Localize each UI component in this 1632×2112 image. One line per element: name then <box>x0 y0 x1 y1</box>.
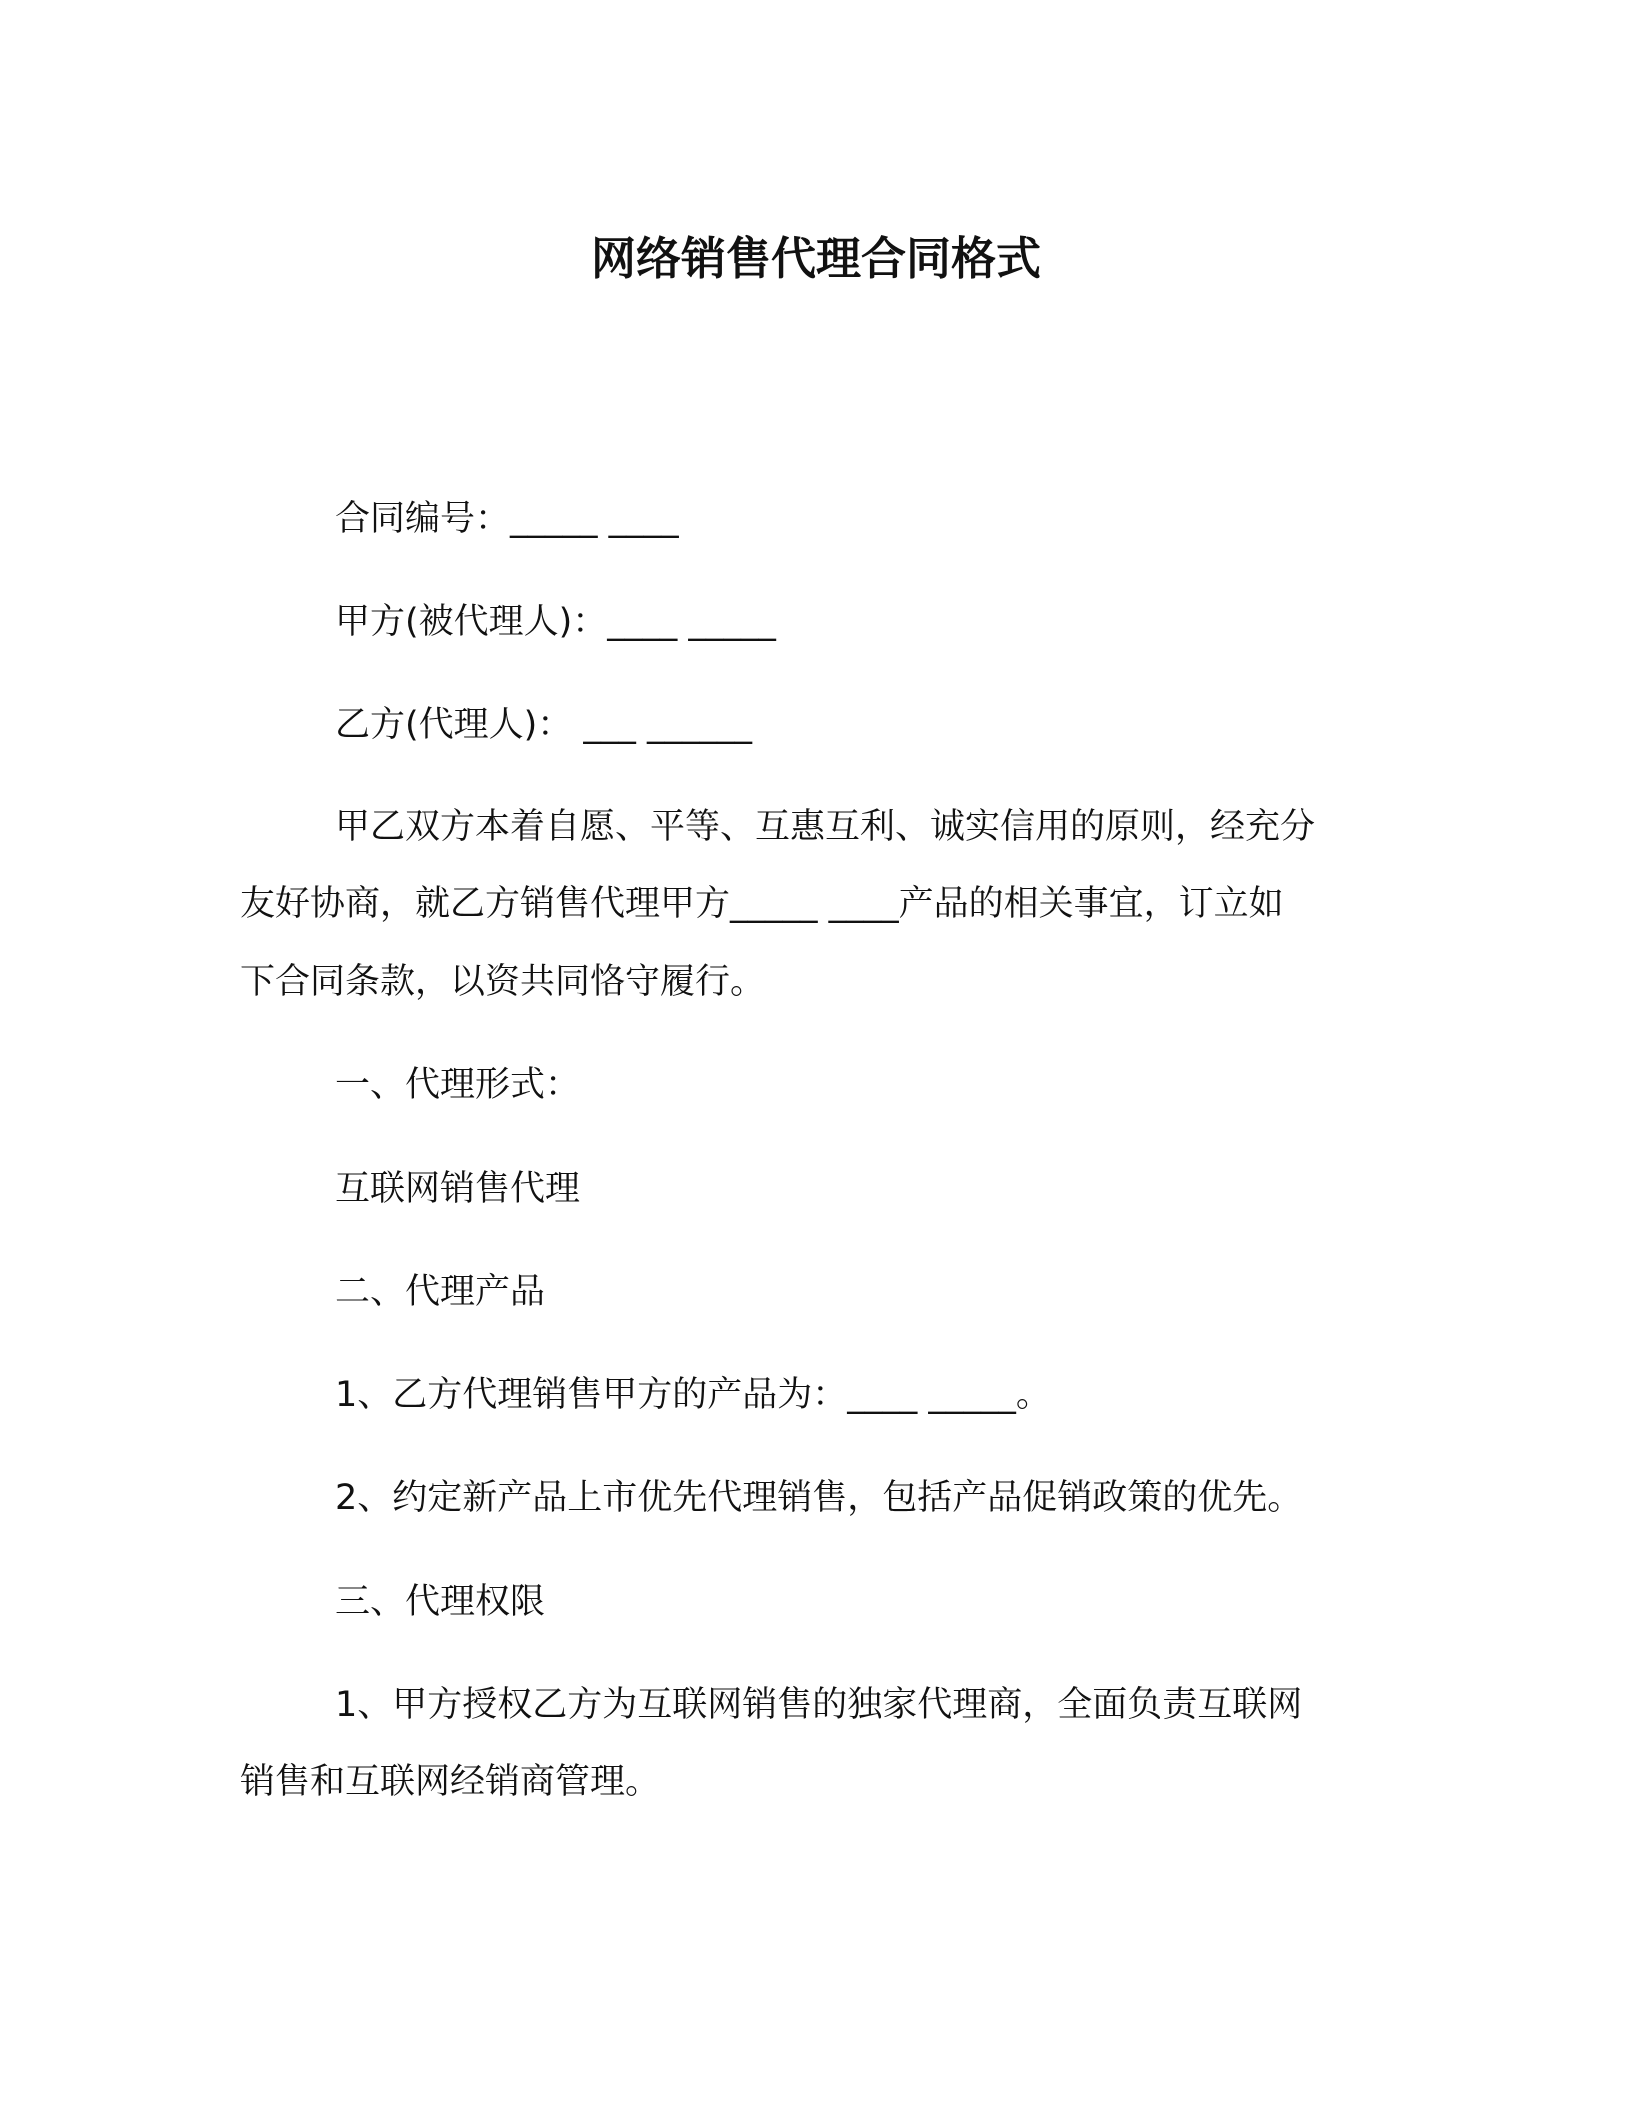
section3-heading: 三、代理权限 <box>335 1582 546 1622</box>
intro-line-3: 下合同条款，以资共同恪守履行。 <box>240 962 766 1002</box>
section1-heading: 一、代理形式： <box>335 1065 581 1105</box>
section2-item-1: 1、乙方代理销售甲方的产品为：____ _____。 <box>335 1375 1051 1415</box>
section3-item-1-line-2: 销售和互联网经销商管理。 <box>240 1762 661 1802</box>
intro-line-2: 友好协商，就乙方销售代理甲方_____ ____产品的相关事宜，订立如 <box>240 884 1284 924</box>
section3-item-1-line-1: 1、甲方授权乙方为互联网销售的独家代理商，全面负责互联网 <box>335 1685 1303 1725</box>
section1-body: 互联网销售代理 <box>335 1169 581 1209</box>
section2-heading: 二、代理产品 <box>335 1272 546 1312</box>
document-title: 网络销售代理合同格式 <box>590 232 1041 285</box>
party-b-line: 乙方(代理人)： ___ ______ <box>335 705 753 745</box>
party-a-line: 甲方(被代理人)：____ _____ <box>335 602 776 642</box>
section2-item-2: 2、约定新产品上市优先代理销售，包括产品促销政策的优先。 <box>335 1478 1303 1518</box>
contract-number-line: 合同编号：_____ ____ <box>335 499 679 539</box>
intro-line-1: 甲乙双方本着自愿、平等、互惠互利、诚实信用的原则，经充分 <box>335 807 1316 847</box>
